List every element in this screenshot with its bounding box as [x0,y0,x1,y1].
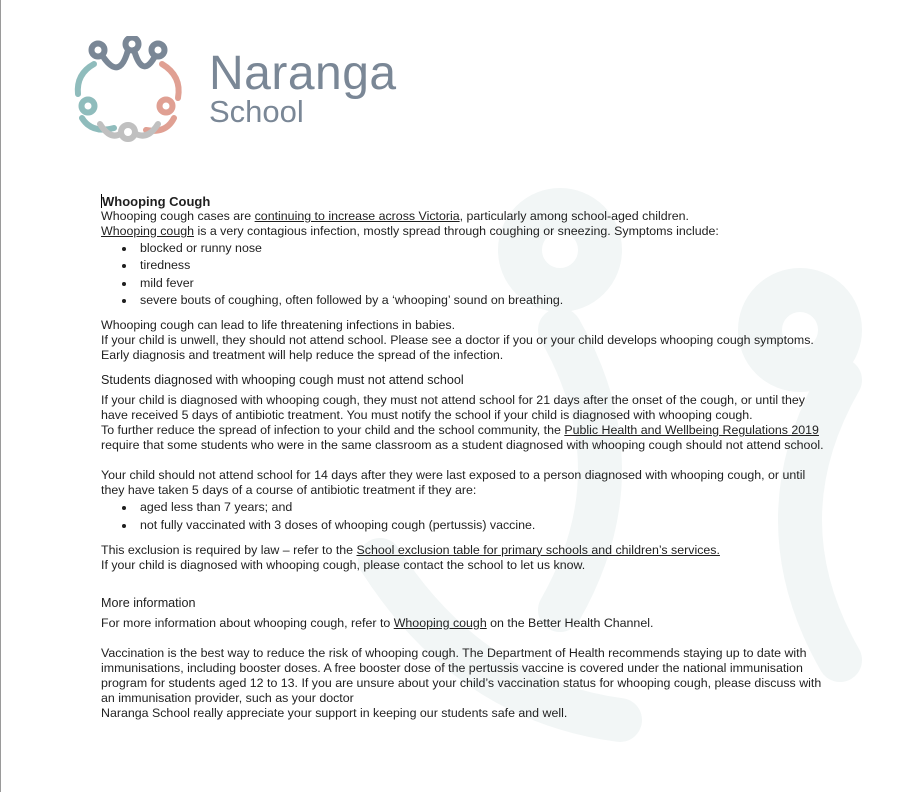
more-info-paragraph: For more information about whooping cough, refer to Whooping cough on the Better Health Channel. [101,615,654,630]
conditions-list [101,500,831,532]
closing-paragraph: Naranga School really appreciate your support in keeping our students safe and well. [101,705,568,720]
victoria-cases-link[interactable]: continuing to increase across Victoria [254,209,460,223]
logo-name: Naranga [209,47,397,100]
intro-paragraph: Whooping cough cases are continuing to increase across Victoria, particularly among school-aged children. [101,209,689,223]
unwell-paragraph: If your child is unwell, they should not attend school. Please see a doctor if you or your child develops whooping cough symptoms. Early diagnosis and treatment will help reduce the spread of the infection. [101,333,814,363]
symptoms-list [101,241,831,308]
document-body [101,194,831,721]
regulations-link[interactable]: Public Health and Wellbeing Regulations 2019 [564,423,819,438]
spread-paragraph: To further reduce the spread of infection to your child and the school community, the Public Health and Wellbeing Regulations 2019 require that some students who were in the same classroom as a student diagnosed with whooping cough should not attend school. [101,423,824,453]
more-info-heading: More information [101,595,196,610]
list-item: aged less than 7 years; and [140,500,831,515]
exposed-paragraph: Your child should not attend school for 14 days after they were last exposed to a person diagnosed with whooping cough, or until they have taken 5 days of a course of antibiotic treatment if they are: [101,468,806,498]
list-item: blocked or runny nose [140,241,831,256]
logo-mark [70,36,190,146]
list-item: mild fever [140,276,831,291]
document-title: Whooping Cough [102,194,211,209]
better-health-link[interactable]: Whooping cough [393,615,487,630]
exclusion-table-link[interactable]: School exclusion table for primary schools and children’s services. [356,542,720,557]
law-paragraph: This exclusion is required by law – refer to the School exclusion table for primary schools and children’s services. [101,542,720,557]
whooping-cough-link[interactable]: Whooping cough [101,224,194,238]
diagnosed-paragraph: If your child is diagnosed with whooping cough, they must not attend school for 21 days after the onset of the cough, or until they have received 5 days of antibiotic treatment. You must notify the school if your child is diagnosed with whooping cough. [101,393,805,423]
students-heading: Students diagnosed with whooping cough must not attend school [101,373,464,388]
logo-subtitle: School [209,94,304,129]
list-item: tiredness [140,258,831,273]
intro-paragraph-2: Whooping cough is a very contagious infection, mostly spread through coughing or sneezing. Symptoms include: [101,224,719,238]
contact-paragraph: If your child is diagnosed with whooping cough, please contact the school to let us know. [101,557,586,572]
list-item: severe bouts of coughing, often followed by a ‘whooping’ sound on breathing. [140,293,831,308]
list-item: not fully vaccinated with 3 doses of whooping cough (pertussis) vaccine. [140,518,831,533]
vaccination-paragraph: Vaccination is the best way to reduce the risk of whooping cough. The Department of Health recommends staying up to date with immunisations, including booster doses. A free booster dose of the pertussis vaccine is covered under the national immunisation program for students aged 12 to 13. If you are unsure about your child’s vaccination status for whooping cough, please discuss with an immunisation provider, such as your doctor [101,645,822,705]
danger-paragraph: Whooping cough can lead to life threatening infections in babies. [101,318,456,333]
